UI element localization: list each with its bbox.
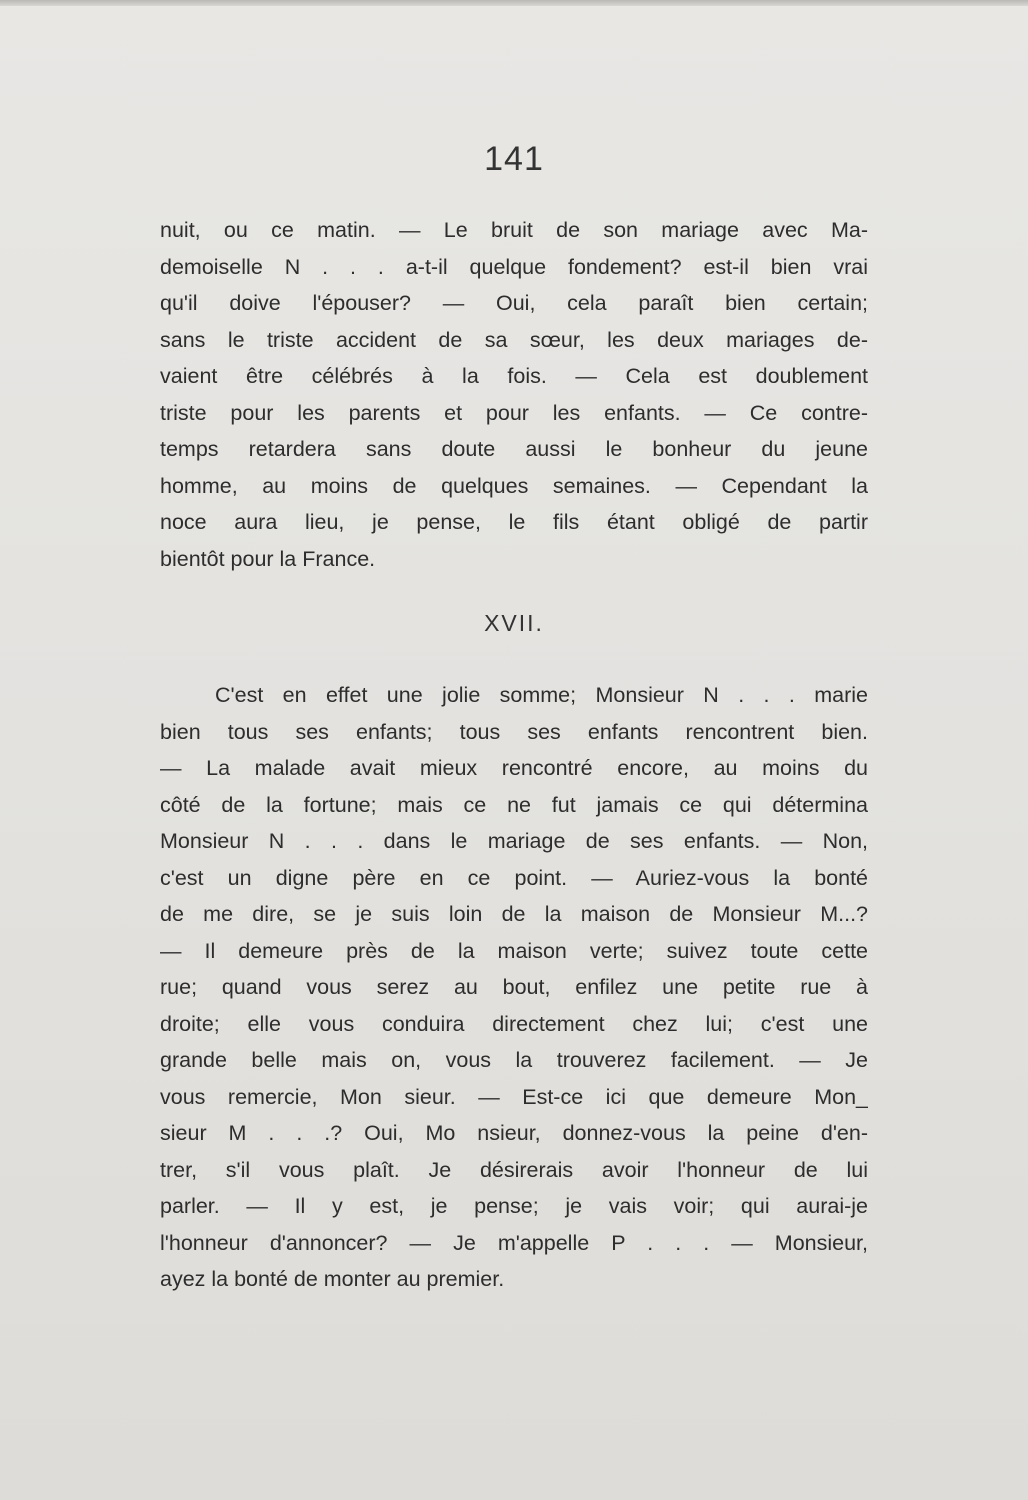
paragraph-1 [160,212,868,577]
text-line: ayez la bonté de monter au premier. [160,1267,505,1291]
page-top-edge [0,0,1028,6]
section-heading: XVII. [484,610,544,636]
text-line: — Il demeure près de la maison verte; suivez toute cette [160,938,868,963]
text-line: temps retardera sans doute aussi le bonheur du jeune [160,437,868,461]
paragraph-2 [160,677,868,1298]
page-number: 141 [484,140,544,178]
text-line: de me dire, se je suis loin de la maison de Monsieur M...? [160,902,868,926]
text-line: côté de la fortune; mais ce ne fut jamais ce qui détermina [160,792,868,817]
text-line: C'est en effet une jolie somme; Monsieur N . . . marie [215,683,868,707]
text-line: vaient être célébrés à la fois. — Cela est doublement [160,364,868,388]
text-line: vous remercie, Mon sieur. — Est-ce ici que demeure Mon_ [160,1084,868,1109]
text-line: nuit, ou ce matin. — Le bruit de son mariage avec Ma- [160,218,868,242]
text-line: qu'il doive l'épouser? — Oui, cela paraît bien certain; [160,291,868,315]
text-line: l'honneur d'annoncer? — Je m'appelle P . . . — Monsieur, [160,1230,868,1255]
text-line: c'est un digne père en ce point. — Auriez-vous la bonté [160,865,868,890]
text-line: noce aura lieu, je pense, le fils étant obligé de partir [160,510,868,534]
text-line: grande belle mais on, vous la trouverez facilement. — Je [160,1048,868,1072]
text-line: trer, s'il vous plaît. Je désirerais avoir l'honneur de lui [160,1157,868,1182]
text-line: bientôt pour la France. [160,546,376,571]
text-line: sieur M . . .? Oui, Mo nsieur, donnez-vous la peine d'en- [160,1121,868,1145]
text-line: sans le triste accident de sa sœur, les deux mariages de- [160,327,868,352]
text-line: homme, au moins de quelques semaines. — Cependant la [160,473,868,498]
text-line: demoiselle N . . . a-t-il quelque fondement? est-il bien vrai [160,254,868,279]
text-line: — La malade avait mieux rencontré encore, au moins du [160,756,868,780]
text-line: droite; elle vous conduira directement chez lui; c'est une [160,1011,868,1036]
text-line: triste pour les parents et pour les enfants. — Ce contre- [160,400,868,425]
text-line: bien tous ses enfants; tous ses enfants rencontrent bien. [160,719,868,744]
text-line: parler. — Il y est, je pense; je vais voir; qui aurai-je [160,1194,868,1218]
text-line: rue; quand vous serez au bout, enfilez une petite rue à [160,975,868,999]
text-line: Monsieur N . . . dans le mariage de ses enfants. — Non, [160,829,868,853]
